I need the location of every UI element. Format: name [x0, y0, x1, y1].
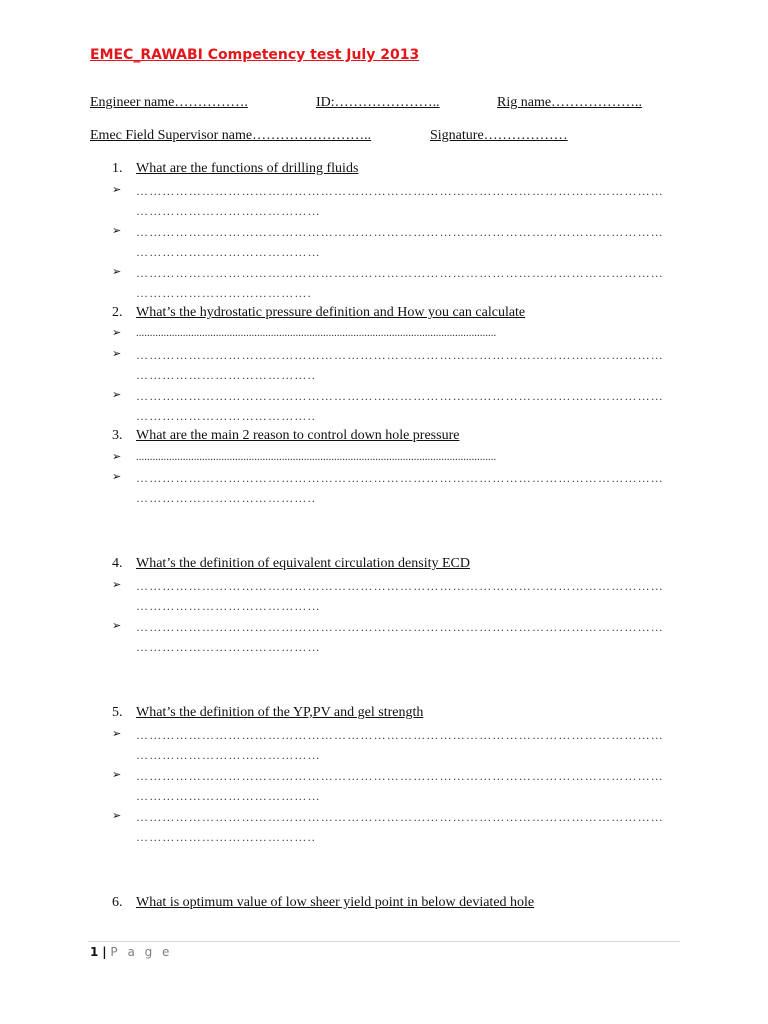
answer-line[interactable]: ……………………………………	[136, 204, 321, 218]
bullet-arrow-icon: ➢	[112, 470, 122, 483]
rig-name-field	[497, 95, 642, 111]
bullet-arrow-icon: ➢	[112, 727, 122, 740]
answer-line[interactable]: …………………………………..	[136, 409, 316, 423]
footer-separator: |	[102, 945, 107, 959]
question-text: What are the functions of drilling fluids	[136, 161, 359, 176]
answer-line[interactable]: …………………………………………………………………………………………………………	[136, 728, 664, 742]
page-label: P a g e	[110, 945, 173, 959]
question-text: What is optimum value of low sheer yield point in below deviated hole	[136, 895, 535, 910]
question-1	[112, 161, 358, 177]
answer-line[interactable]: ...................................................................................................................................	[136, 451, 497, 463]
answer-line[interactable]: …………………………………………………………………………………………………………	[136, 266, 664, 280]
question-number: 5.	[112, 705, 123, 720]
supervisor-name-label: Emec Field Supervisor name……………………..	[90, 128, 372, 143]
question-number: 1.	[112, 161, 123, 176]
answer-line[interactable]: …………………………………..	[136, 368, 316, 382]
question-5	[112, 705, 423, 721]
page-footer	[90, 945, 172, 959]
answer-line[interactable]: …………………………………………………………………………………………………………	[136, 348, 664, 362]
answer-line[interactable]: …………………………………………………………………………………………………………	[136, 579, 664, 593]
question-number: 6.	[112, 895, 123, 910]
bullet-arrow-icon: ➢	[112, 388, 122, 401]
question-2	[112, 305, 525, 321]
question-text: What’s the definition of equivalent circulation density ECD	[136, 556, 470, 571]
document-title: EMEC_RAWABI Competency test July 2013	[90, 47, 420, 63]
answer-line[interactable]: …………………………………..	[136, 491, 316, 505]
question-3	[112, 428, 459, 444]
supervisor-name-field	[90, 128, 371, 144]
answer-line[interactable]: ……………………………………	[136, 245, 321, 259]
bullet-arrow-icon: ➢	[112, 183, 122, 196]
answer-line[interactable]: …………………………………………………………………………………………………………	[136, 184, 664, 198]
answer-line[interactable]: ...................................................................................................................................	[136, 327, 497, 339]
signature-field	[430, 128, 568, 144]
bullet-arrow-icon: ➢	[112, 578, 122, 591]
rig-name-label: Rig name………………..	[497, 95, 643, 110]
bullet-arrow-icon: ➢	[112, 809, 122, 822]
question-number: 3.	[112, 428, 123, 443]
bullet-arrow-icon: ➢	[112, 347, 122, 360]
id-label: ID:…………………..	[316, 95, 440, 110]
question-text: What are the main 2 reason to control down hole pressure	[136, 428, 460, 443]
question-number: 2.	[112, 305, 123, 320]
answer-line[interactable]: ……………………………………	[136, 748, 321, 762]
answer-line[interactable]: …………………………………………………………………………………………………………	[136, 620, 664, 634]
id-field	[316, 95, 440, 111]
answer-line[interactable]: …………………………………………………………………………………………………………	[136, 471, 664, 485]
answer-line[interactable]: …………………………………………………………………………………………………………	[136, 769, 664, 783]
answer-line[interactable]: ………………………………….	[136, 286, 312, 300]
answer-line[interactable]: ……………………………………	[136, 640, 321, 654]
footer-divider	[88, 941, 680, 942]
question-text: What’s the definition of the YP,PV and gel strength	[136, 705, 424, 720]
question-6	[112, 895, 534, 911]
answer-line[interactable]: ……………………………………	[136, 789, 321, 803]
answer-line[interactable]: ……………………………………	[136, 599, 321, 613]
answer-line[interactable]: …………………………………..	[136, 830, 316, 844]
signature-label: Signature………………	[430, 128, 568, 143]
question-4	[112, 556, 470, 572]
engineer-name-label: Engineer name…………….	[90, 95, 248, 110]
bullet-arrow-icon: ➢	[112, 326, 122, 339]
bullet-arrow-icon: ➢	[112, 265, 122, 278]
bullet-arrow-icon: ➢	[112, 619, 122, 632]
answer-line[interactable]: …………………………………………………………………………………………………………	[136, 810, 664, 824]
engineer-name-field	[90, 95, 248, 111]
bullet-arrow-icon: ➢	[112, 224, 122, 237]
answer-line[interactable]: …………………………………………………………………………………………………………	[136, 225, 664, 239]
question-number: 4.	[112, 556, 123, 571]
bullet-arrow-icon: ➢	[112, 450, 122, 463]
question-text: What’s the hydrostatic pressure definition and How you can calculate	[136, 305, 526, 320]
answer-line[interactable]: …………………………………………………………………………………………………………	[136, 389, 664, 403]
bullet-arrow-icon: ➢	[112, 768, 122, 781]
page-number: 1	[90, 945, 99, 959]
